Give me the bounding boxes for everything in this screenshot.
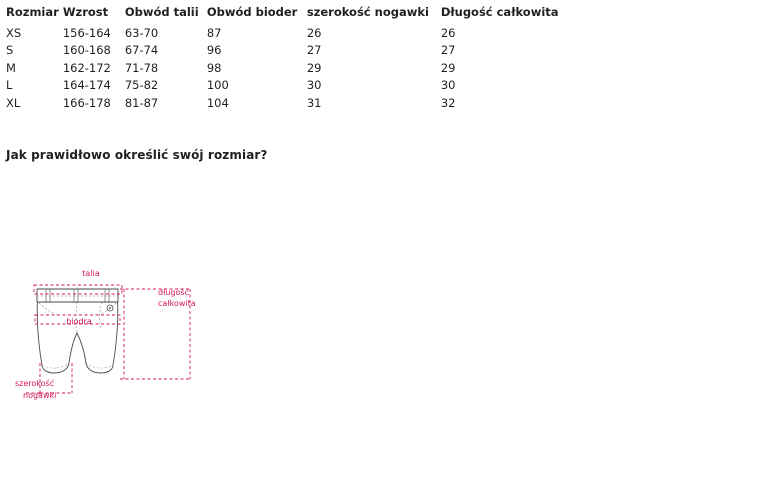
cell-height: 160-168 <box>62 43 111 57</box>
table-header-row <box>6 7 565 25</box>
cell-size: M <box>6 60 16 75</box>
table-row <box>6 60 565 78</box>
cell-height: 164-174 <box>62 78 111 92</box>
cell-size: XS <box>6 25 22 40</box>
column-header-total-length: Długość całkowita <box>440 5 559 19</box>
cell-size: XL <box>6 95 21 110</box>
cell-size: L <box>6 78 13 92</box>
cell-height: 166-178 <box>62 95 111 110</box>
cell-hips: 96 <box>206 43 222 57</box>
cell-hips: 98 <box>206 60 222 75</box>
cell-waist: 67-74 <box>124 43 159 57</box>
cell-waist: 71-78 <box>124 60 159 75</box>
size-table <box>6 7 565 112</box>
cell-size: S <box>6 43 14 57</box>
column-header-leg-width: szerokość nogawki <box>306 5 429 19</box>
cell-total-length: 32 <box>440 95 456 110</box>
diagram-label-hips: biodra <box>66 317 92 326</box>
cell-height: 162-172 <box>62 60 111 75</box>
diagram-label-leg-width-line2: nogawki <box>23 391 57 400</box>
cell-hips: 87 <box>206 25 222 40</box>
shorts-measurement-diagram <box>6 253 236 413</box>
size-table-head <box>6 7 565 25</box>
table-row <box>6 77 565 95</box>
cell-total-length: 29 <box>440 60 456 75</box>
table-row <box>6 42 565 60</box>
cell-leg-width: 31 <box>306 95 322 110</box>
cell-leg-width: 29 <box>306 60 322 75</box>
cell-total-length: 26 <box>440 25 456 40</box>
measurement-question-heading: Jak prawidłowo określić swój rozmiar? <box>6 148 268 162</box>
cell-total-length: 27 <box>440 43 456 57</box>
diagram-label-total-length-line2: całkowita <box>158 299 196 308</box>
column-header-waist: Obwód talii <box>124 5 199 19</box>
cell-waist: 75-82 <box>124 78 159 92</box>
table-row <box>6 25 565 43</box>
cell-height: 156-164 <box>62 25 111 40</box>
cell-total-length: 30 <box>440 78 456 92</box>
diagram-label-total-length-line1: długość <box>158 288 189 297</box>
cell-hips: 100 <box>206 78 229 92</box>
cell-hips: 104 <box>206 95 229 110</box>
cell-leg-width: 30 <box>306 78 322 92</box>
cell-leg-width: 26 <box>306 25 322 40</box>
column-header-hips: Obwód bioder <box>206 5 298 19</box>
cell-leg-width: 27 <box>306 43 322 57</box>
column-header-size: Rozmiar <box>6 5 59 19</box>
cell-waist: 63-70 <box>124 25 159 40</box>
diagram-label-waist: talia <box>82 269 100 278</box>
diagram-label-leg-width-line1: szerokość <box>15 379 55 388</box>
size-table-body <box>6 25 565 113</box>
cell-waist: 81-87 <box>124 95 159 110</box>
table-row <box>6 95 565 113</box>
column-header-height: Wzrost <box>62 5 109 19</box>
